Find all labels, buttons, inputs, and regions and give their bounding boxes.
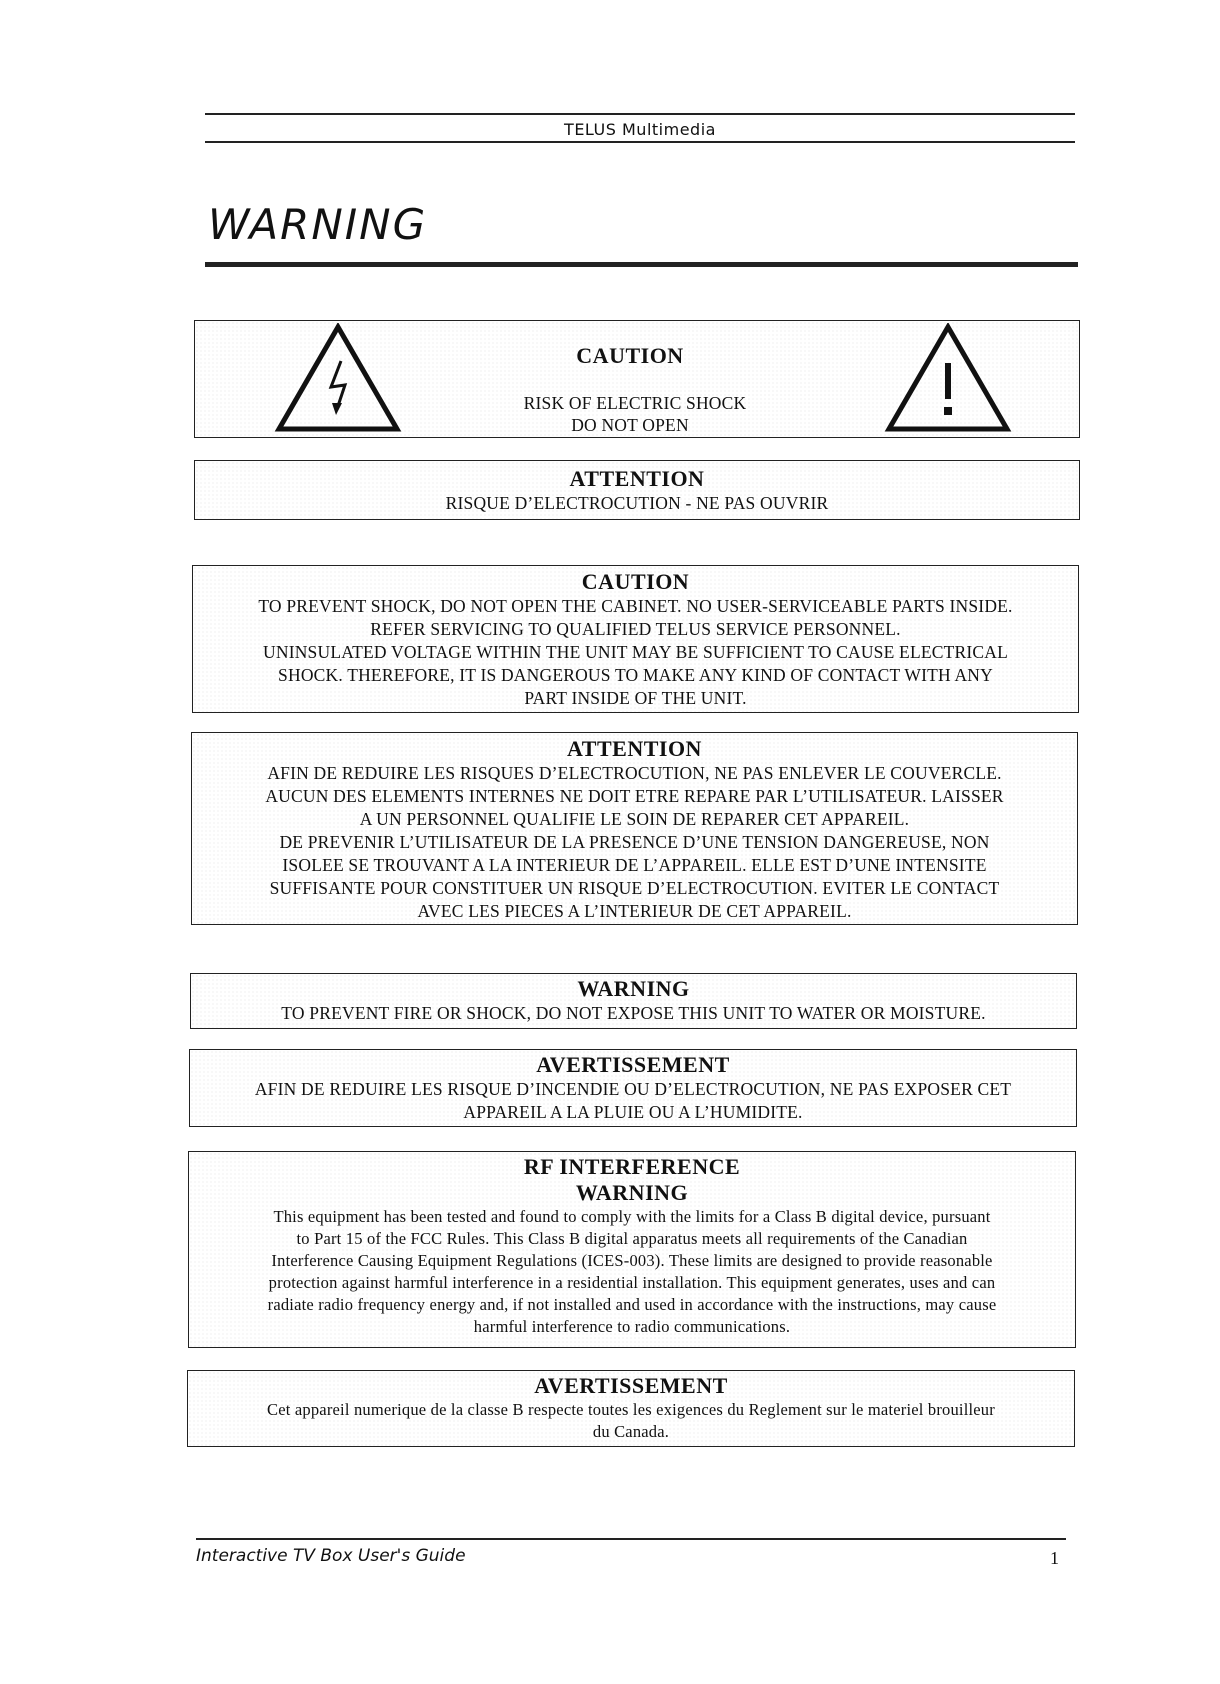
attention-cabinet-box: [191, 732, 1078, 925]
caution-cabinet-heading: CAUTION: [581, 569, 690, 594]
caution-shock-box: [194, 320, 1080, 438]
warning-water-heading: WARNING: [577, 976, 690, 1001]
caution-shock-line2: DO NOT OPEN: [571, 415, 689, 435]
rf-warning-line: radiate radio frequency energy and, if not installed and used in accordance with the instructions, may cause: [267, 1295, 997, 1314]
caution-cabinet-line: UNINSULATED VOLTAGE WITHIN THE UNIT MAY BE SUFFICIENT TO CAUSE ELECTRICAL: [263, 642, 1008, 662]
page-heading: WARNING: [208, 200, 428, 249]
header-title: TELUS Multimedia: [564, 120, 716, 139]
rf-warning-line: Interference Causing Equipment Regulations (ICES-003). These limits are designed to provide reasonable: [271, 1251, 993, 1270]
page-number: 1: [1050, 1548, 1059, 1568]
avertissement-water-box: [189, 1049, 1077, 1127]
avertissement-class-b-line: du Canada.: [592, 1422, 670, 1441]
attention-cabinet-line: AUCUN DES ELEMENTS INTERNES NE DOIT ETRE REPARE PAR L’UTILISATEUR. LAISSER: [265, 786, 1004, 806]
caution-cabinet-line: REFER SERVICING TO QUALIFIED TELUS SERVICE PERSONNEL.: [370, 619, 901, 639]
footer-rule: [196, 1538, 1066, 1540]
attention-cabinet-line: ISOLEE SE TROUVANT A LA INTERIEUR DE L’APPAREIL. ELLE EST D’UNE INTENSITE: [282, 855, 987, 875]
attention-shock-box: [194, 460, 1080, 520]
header-top-rule: [205, 113, 1075, 115]
attention-cabinet-heading: ATTENTION: [567, 736, 702, 761]
attention-cabinet-line: AFIN DE REDUIRE LES RISQUES D’ELECTROCUTION, NE PAS ENLEVER LE COUVERCLE.: [267, 763, 1002, 783]
rf-warning-line: protection against harmful interference in a residential installation. This equipment generates, uses and can: [268, 1273, 996, 1292]
header-bottom-rule: [205, 141, 1075, 143]
warning-water-line: TO PREVENT FIRE OR SHOCK, DO NOT EXPOSE THIS UNIT TO WATER OR MOISTURE.: [281, 1003, 986, 1023]
attention-cabinet-line: A UN PERSONNEL QUALIFIE LE SOIN DE REPARER CET APPAREIL.: [359, 809, 910, 829]
exclamation-warning-icon: [883, 323, 1013, 435]
caution-cabinet-line: SHOCK. THEREFORE, IT IS DANGEROUS TO MAKE ANY KIND OF CONTACT WITH ANY: [278, 665, 993, 685]
rf-warning-heading: RF INTERFERENCE: [523, 1154, 741, 1179]
rf-warning-subheading: WARNING: [575, 1180, 689, 1205]
avertissement-class-b-line: Cet appareil numerique de la classe B respecte toutes les exigences du Reglement sur le materiel brouilleur: [267, 1400, 995, 1419]
caution-shock-line1: RISK OF ELECTRIC SHOCK: [523, 393, 747, 413]
attention-cabinet-line: AVEC LES PIECES A L’INTERIEUR DE CET APPAREIL.: [417, 901, 852, 921]
caution-cabinet-line: PART INSIDE OF THE UNIT.: [524, 688, 747, 708]
attention-shock-line1: RISQUE D’ELECTROCUTION - NE PAS OUVRIR: [445, 493, 829, 513]
rf-warning-box: [188, 1151, 1076, 1348]
rf-warning-line: This equipment has been tested and found to comply with the limits for a Class B digital device, pursuant: [273, 1207, 991, 1226]
avertissement-water-line: AFIN DE REDUIRE LES RISQUE D’INCENDIE OU D’ELECTROCUTION, NE PAS EXPOSER CET: [254, 1079, 1012, 1099]
avertissement-water-heading: AVERTISSEMENT: [536, 1052, 730, 1077]
electric-shock-warning-icon: [273, 323, 403, 435]
warning-water-box: [190, 973, 1077, 1029]
attention-cabinet-line: DE PREVENIR L’UTILISATEUR DE LA PRESENCE D’UNE TENSION DANGEREUSE, NON: [279, 832, 990, 852]
heading-underline: [205, 262, 1078, 267]
caution-cabinet-box: [192, 565, 1079, 713]
rf-warning-line: harmful interference to radio communications.: [473, 1317, 791, 1336]
caution-shock-heading: CAUTION: [576, 343, 684, 368]
avertissement-class-b-box: [187, 1370, 1075, 1447]
avertissement-water-line: APPAREIL A LA PLUIE OU A L’HUMIDITE.: [463, 1102, 803, 1122]
attention-shock-heading: ATTENTION: [569, 466, 705, 491]
attention-cabinet-line: SUFFISANTE POUR CONSTITUER UN RISQUE D’ELECTROCUTION. EVITER LE CONTACT: [269, 878, 1000, 898]
rf-warning-line: to Part 15 of the FCC Rules. This Class B digital apparatus meets all requirements of the Canadian: [296, 1229, 968, 1248]
caution-cabinet-line: TO PREVENT SHOCK, DO NOT OPEN THE CABINET. NO USER-SERVICEABLE PARTS INSIDE.: [258, 596, 1013, 616]
footer-guide-title: Interactive TV Box User's Guide: [196, 1546, 466, 1566]
avertissement-class-b-heading: AVERTISSEMENT: [534, 1373, 728, 1398]
